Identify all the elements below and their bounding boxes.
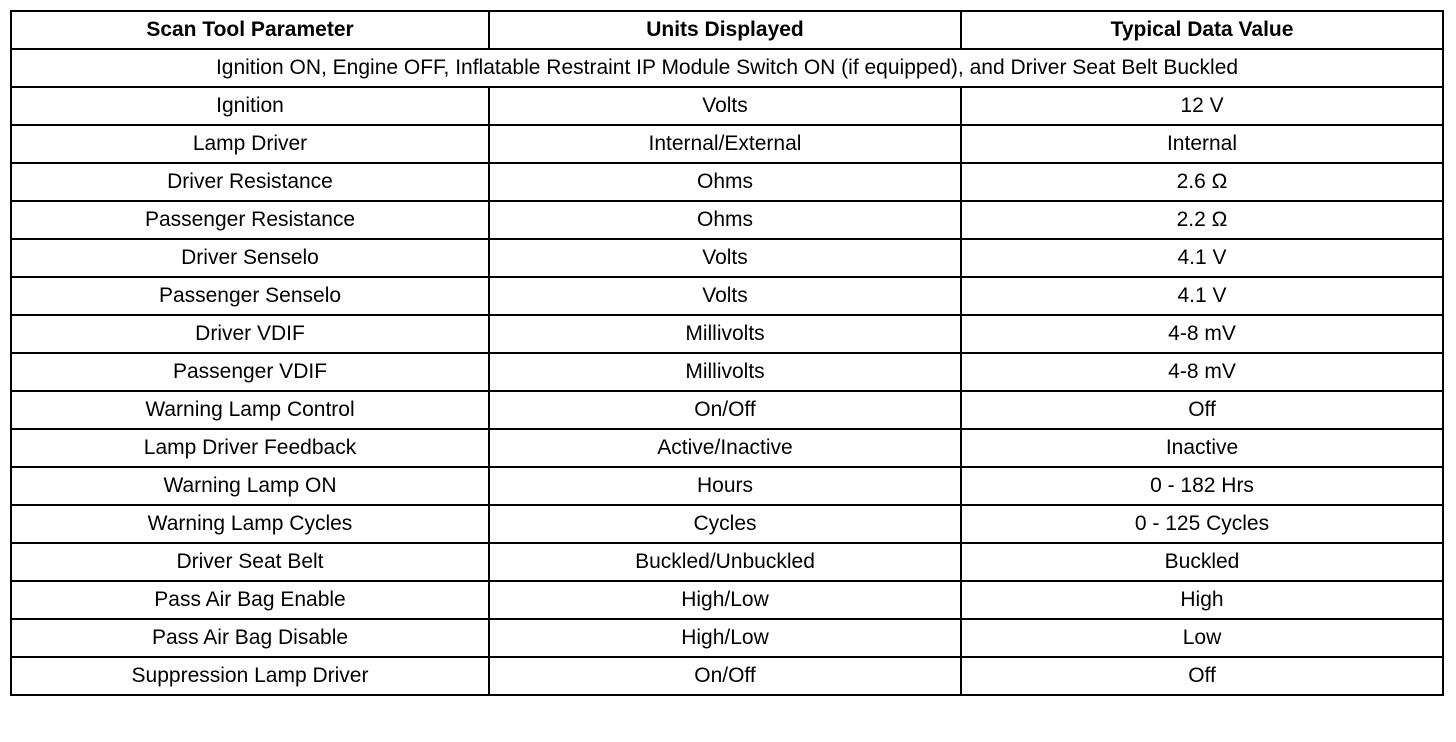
scan-tool-data-table [10,10,1444,696]
value-cell: 4-8 mV [961,353,1443,391]
units-cell: Internal/External [489,125,961,163]
parameter-cell: Lamp Driver Feedback [11,429,489,467]
value-cell: Off [961,391,1443,429]
table-row [11,581,1443,619]
value-cell: 12 V [961,87,1443,125]
parameter-cell: Passenger Resistance [11,201,489,239]
table-row [11,429,1443,467]
parameter-cell: Passenger VDIF [11,353,489,391]
table-row [11,163,1443,201]
units-cell: Active/Inactive [489,429,961,467]
parameter-cell: Warning Lamp Cycles [11,505,489,543]
units-cell: Millivolts [489,315,961,353]
units-cell: High/Low [489,619,961,657]
test-condition: Ignition ON, Engine OFF, Inflatable Restraint IP Module Switch ON (if equipped), and Driver Seat Belt Buckled [11,49,1443,87]
table-row [11,543,1443,581]
value-cell: Inactive [961,429,1443,467]
table-row [11,87,1443,125]
table-row [11,277,1443,315]
header-row [11,11,1443,49]
parameter-cell: Driver Resistance [11,163,489,201]
value-cell: 0 - 125 Cycles [961,505,1443,543]
value-cell: High [961,581,1443,619]
parameter-cell: Warning Lamp ON [11,467,489,505]
table-row [11,125,1443,163]
value-cell: 4.1 V [961,239,1443,277]
value-cell: Low [961,619,1443,657]
condition-row [11,49,1443,87]
header-scan-tool-parameter: Scan Tool Parameter [11,11,489,49]
parameter-cell: Passenger Senselo [11,277,489,315]
header-typical-data-value: Typical Data Value [961,11,1443,49]
parameter-cell: Lamp Driver [11,125,489,163]
units-cell: Volts [489,277,961,315]
value-cell: 0 - 182 Hrs [961,467,1443,505]
table-row [11,619,1443,657]
units-cell: High/Low [489,581,961,619]
units-cell: Ohms [489,201,961,239]
value-cell: Buckled [961,543,1443,581]
units-cell: Millivolts [489,353,961,391]
parameter-cell: Ignition [11,87,489,125]
parameter-cell: Driver VDIF [11,315,489,353]
value-cell: 2.2 Ω [961,201,1443,239]
parameter-cell: Suppression Lamp Driver [11,657,489,695]
value-cell: 2.6 Ω [961,163,1443,201]
table-row [11,353,1443,391]
table-row [11,657,1443,695]
units-cell: Ohms [489,163,961,201]
table-row [11,315,1443,353]
units-cell: Hours [489,467,961,505]
value-cell: Internal [961,125,1443,163]
table-row [11,239,1443,277]
header-units-displayed: Units Displayed [489,11,961,49]
units-cell: Volts [489,239,961,277]
parameter-cell: Pass Air Bag Disable [11,619,489,657]
value-cell: 4-8 mV [961,315,1443,353]
parameter-cell: Driver Seat Belt [11,543,489,581]
table-row [11,505,1443,543]
table-row [11,201,1443,239]
parameter-cell: Warning Lamp Control [11,391,489,429]
value-cell: 4.1 V [961,277,1443,315]
units-cell: On/Off [489,657,961,695]
parameter-cell: Driver Senselo [11,239,489,277]
units-cell: Volts [489,87,961,125]
parameter-cell: Pass Air Bag Enable [11,581,489,619]
value-cell: Off [961,657,1443,695]
table-row [11,391,1443,429]
units-cell: Cycles [489,505,961,543]
table-row [11,467,1443,505]
units-cell: Buckled/Unbuckled [489,543,961,581]
units-cell: On/Off [489,391,961,429]
